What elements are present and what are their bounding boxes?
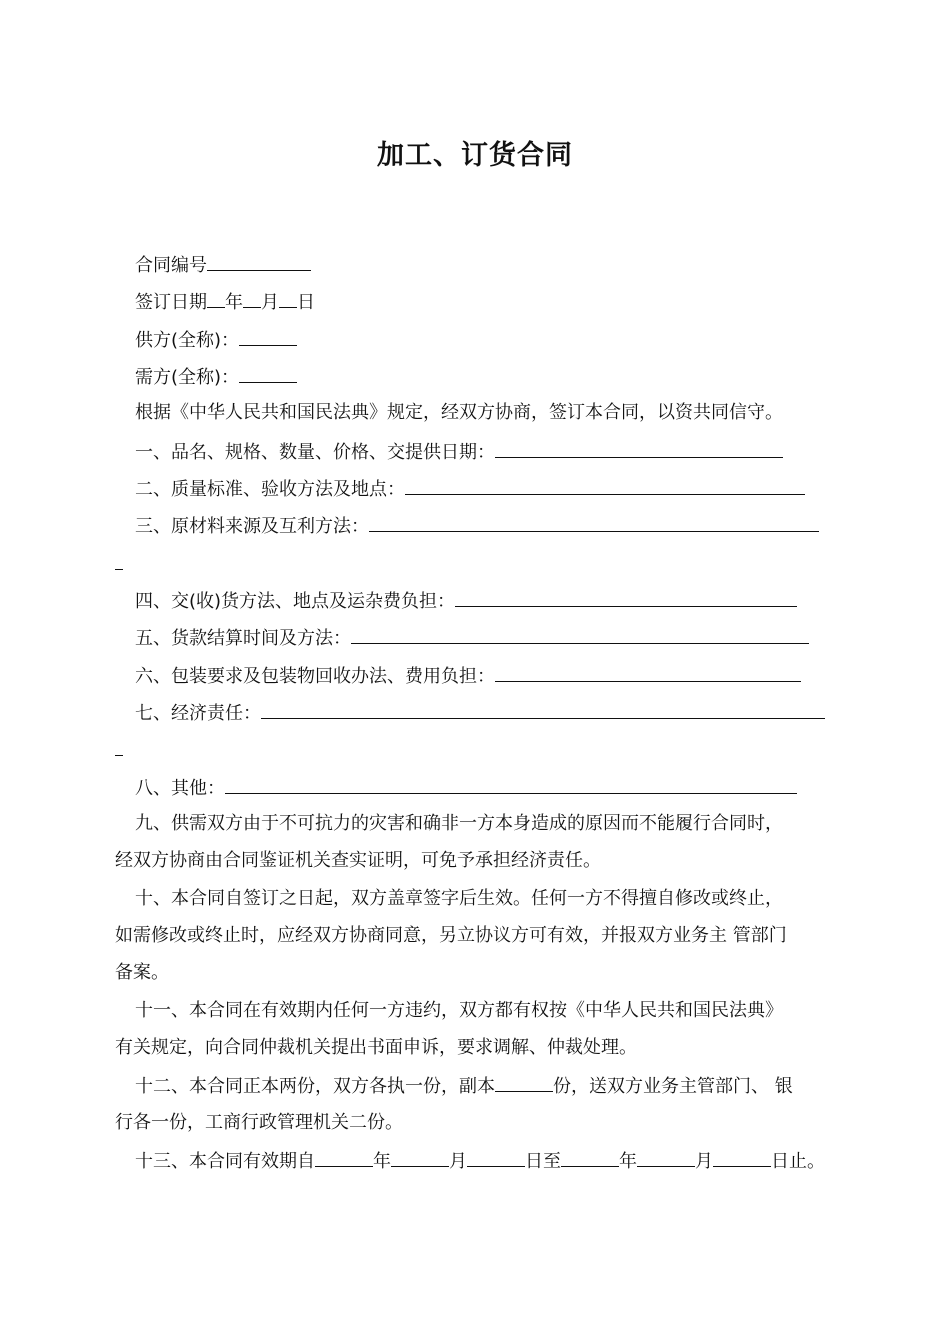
clause-13: [135, 1148, 825, 1174]
end-year-field[interactable]: [561, 1148, 619, 1167]
clause-2-label: 二、质量标准、验收方法及地点：: [135, 479, 405, 500]
end-month-field[interactable]: [637, 1148, 695, 1167]
year-label: 年: [225, 292, 243, 313]
clause-11-line-2: 有关规定，向合同仲裁机关提出书面申诉，要求调解、仲裁处理。: [115, 1037, 637, 1058]
buyer-line: [135, 364, 297, 390]
contract-number-label: 合同编号: [135, 255, 207, 276]
clause-9-line-1: 九、供需双方由于不可抗力的灾害和确非一方本身造成的原因而不能履行合同时，: [135, 813, 783, 834]
start-year-label: 年: [373, 1151, 391, 1172]
clause-7-overflow: [115, 737, 123, 763]
start-month-field[interactable]: [391, 1148, 449, 1167]
sign-date-label: 签订日期: [135, 292, 207, 313]
clause-3-field-continued[interactable]: [115, 551, 123, 570]
clause-9-line-2: 经双方协商由合同鉴证机关查实证明，可免予承担经济责任。: [115, 850, 601, 871]
sign-day-field[interactable]: [279, 289, 297, 308]
page-title: 加工、订货合同: [377, 140, 573, 171]
contract-number-field[interactable]: [207, 252, 311, 271]
clause-5-field[interactable]: [351, 625, 809, 644]
clause-3-field[interactable]: [369, 513, 819, 532]
clause-8-field[interactable]: [225, 775, 797, 794]
clause-4: [135, 588, 797, 614]
clause-7-field[interactable]: [261, 700, 825, 719]
sign-month-field[interactable]: [243, 289, 261, 308]
clause-8-label: 八、其他：: [135, 778, 225, 799]
clause-2-field[interactable]: [405, 476, 805, 495]
intro-text: 根据《中华人民共和国民法典》规定，经双方协商，签订本合同，以资共同信守。: [135, 402, 783, 423]
end-month-label: 月: [695, 1151, 713, 1172]
clause-1-label: 一、品名、规格、数量、价格、交提供日期：: [135, 442, 495, 463]
supplier-line: [135, 327, 297, 353]
clause-12-text-b: 份，送双方业务主管部门、 银: [553, 1076, 793, 1097]
clause-12-line-1: [135, 1073, 793, 1099]
date-to-label: 日至: [525, 1151, 561, 1172]
clause-1: [135, 439, 783, 465]
clause-12-line-2: 行各一份，工商行政管理机关二份。: [115, 1112, 403, 1133]
end-day-field[interactable]: [713, 1148, 771, 1167]
day-label: 日: [297, 292, 315, 313]
end-year-label: 年: [619, 1151, 637, 1172]
clause-11-line-1: 十一、本合同在有效期内任何一方违约，双方都有权按《中华人民共和国民法典》: [135, 1000, 783, 1021]
clause-1-field[interactable]: [495, 439, 783, 458]
clause-12-text-a: 十二、本合同正本两份，双方各执一份，副本: [135, 1076, 495, 1097]
start-month-label: 月: [449, 1151, 467, 1172]
clause-7: [135, 700, 825, 726]
clause-2: [135, 476, 805, 502]
sign-date-line: [135, 289, 315, 315]
buyer-label: 需方(全称)：: [135, 367, 240, 388]
buyer-field[interactable]: [239, 364, 297, 383]
clause-5: [135, 625, 809, 651]
clause-5-label: 五、货款结算时间及方法：: [135, 628, 351, 649]
clause-4-label: 四、交(收)货方法、地点及运杂费负担：: [135, 591, 456, 612]
clause-3: [135, 513, 819, 539]
clause-3-label: 三、原材料来源及互利方法：: [135, 516, 369, 537]
end-suffix-label: 日止。: [771, 1151, 825, 1172]
clause-13-prefix: 十三、本合同有效期自: [135, 1151, 315, 1172]
sign-year-field[interactable]: [207, 289, 225, 308]
supplier-label: 供方(全称)：: [135, 330, 240, 351]
clause-8: [135, 775, 797, 801]
clause-6-field[interactable]: [495, 663, 801, 682]
clause-7-label: 七、经济责任：: [135, 703, 261, 724]
clause-7-field-continued[interactable]: [115, 737, 123, 756]
month-label: 月: [261, 292, 279, 313]
clause-6: [135, 663, 801, 689]
start-year-field[interactable]: [315, 1148, 373, 1167]
copies-field[interactable]: [495, 1073, 553, 1092]
start-day-field[interactable]: [467, 1148, 525, 1167]
clause-10-line-3: 备案。: [115, 962, 169, 983]
clause-10-line-2: 如需修改或终止时，应经双方协商同意，另立协议方可有效，并报双方业务主 管部门: [115, 925, 787, 946]
contract-number-line: [135, 252, 311, 278]
clause-3-overflow: [115, 551, 123, 577]
supplier-field[interactable]: [239, 327, 297, 346]
clause-4-field[interactable]: [455, 588, 797, 607]
clause-10-line-1: 十、本合同自签订之日起，双方盖章签字后生效。任何一方不得擅自修改或终止，: [135, 888, 783, 909]
clause-6-label: 六、包装要求及包装物回收办法、费用负担：: [135, 666, 495, 687]
